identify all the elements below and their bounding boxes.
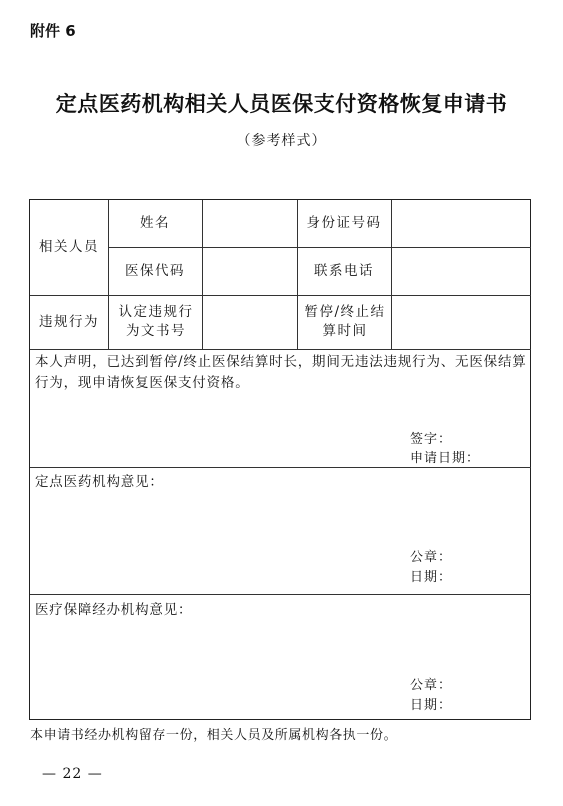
institution-seal-label: 公章： [410,550,453,565]
application-date-label: 申请日期： [410,451,481,466]
suspend-time-label: 暂停/终止结算时间 [304,304,386,339]
violation-document-value-cell[interactable] [202,295,297,349]
id-number-label: 身份证号码 [306,215,382,231]
footer-note: 本申请书经办机构留存一份，相关人员及所属机构各执一份。 [30,728,398,743]
document-subtitle: （参考样式） [236,133,327,149]
row-divider [30,594,531,595]
phone-label: 联系电话 [314,262,374,279]
id-number-value-cell[interactable] [391,200,531,247]
insurance-code-value-cell[interactable] [202,247,297,295]
row-divider [30,349,531,350]
agency-opinion-label: 医疗保障经办机构意见： [35,602,193,618]
institution-date-label: 日期： [410,570,453,585]
declaration-text: 本人声明，已达到暂停/终止医保结算时长，期间无违法违规行为、无医保结算行为，现申请恢复医保支付资格。 [35,354,527,391]
agency-seal-label: 公章： [410,678,453,693]
attachment-label: 附件 6 [30,22,76,40]
violation-label: 违规行为 [39,313,99,330]
suspend-time-value-cell[interactable] [391,295,531,349]
insurance-code-label: 医保代码 [125,262,185,279]
name-label: 姓名 [140,215,170,231]
document-title: 定点医药机构相关人员医保支付资格恢复申请书 [55,91,508,116]
name-value-cell[interactable] [202,200,297,247]
signature-label: 签字： [410,432,453,447]
personnel-label: 相关人员 [39,239,99,255]
application-form-table [29,199,531,720]
phone-value-cell[interactable] [391,247,531,295]
violation-document-label: 认定违规行为文书号 [118,304,194,339]
agency-date-label: 日期： [410,698,453,713]
institution-opinion-label: 定点医药机构意见： [35,474,164,490]
page-number: — 22 — [42,766,103,782]
